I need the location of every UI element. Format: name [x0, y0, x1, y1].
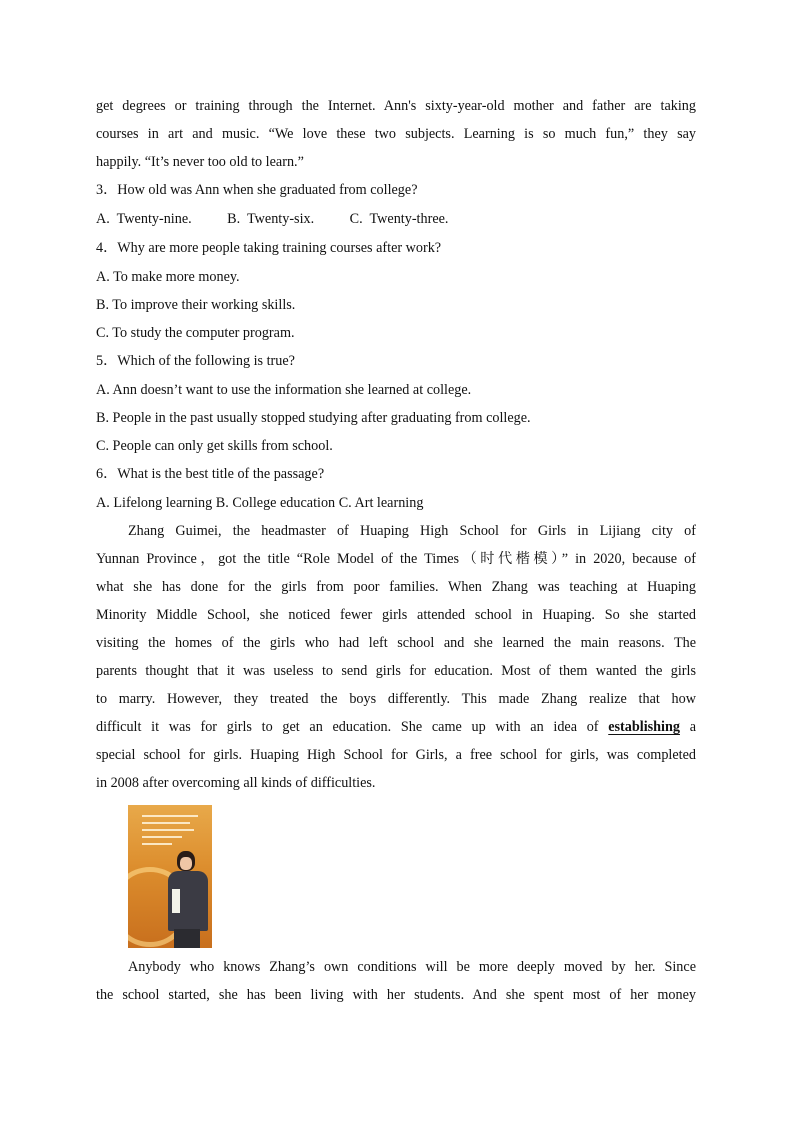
- answer-option: C. To study the computer program.: [96, 325, 295, 341]
- answer-option: C. People can only get skills from school.: [96, 438, 333, 454]
- question-stem: 3．How old was Ann when she graduated from college?: [96, 182, 418, 198]
- held-paper: [172, 889, 180, 913]
- passage-3-line: the school started, she has been living with her students. And she spent most of her money: [96, 987, 696, 1003]
- person-face: [180, 857, 192, 870]
- passage-2-line: visiting the homes of the girls who had left school and she learned the main reasons. The: [96, 635, 696, 651]
- passage-1-line: get degrees or training through the Internet. Ann's sixty-year-old mother and father are taking: [96, 98, 696, 114]
- passage-2-line: Minority Middle School, she noticed fewer girls attended school in Huaping. So she started: [96, 607, 696, 623]
- passage-2-line: Zhang Guimei, the headmaster of Huaping High School for Girls in Lijiang city of: [128, 523, 696, 539]
- question-6: [96, 460, 696, 517]
- passage-1-line: courses in art and music. “We love these two subjects. Learning is so much fun,” they say: [96, 126, 696, 142]
- passage-2-line: Yunnan Province，got the title “Role Model of the Times（时代楷模）” in 2020, because of: [96, 551, 696, 567]
- question-4: [96, 234, 696, 347]
- passage-2-line: parents thought that it was useless to send girls for education. Most of them wanted the girls: [96, 663, 696, 679]
- question-3: [96, 176, 696, 234]
- passage-2-line: what she has done for the girls from poor families. When Zhang was teaching at Huaping: [96, 579, 696, 595]
- passage-3-line: Anybody who knows Zhang’s own conditions will be more deeply moved by her. Since: [128, 959, 696, 975]
- answer-option: B. People in the past usually stopped studying after graduating from college.: [96, 410, 531, 426]
- passage-2-line: in 2008 after overcoming all kinds of difficulties.: [96, 775, 376, 791]
- passage-2: [96, 517, 696, 797]
- passage-3: [96, 953, 696, 1009]
- question-stem: 4．Why are more people taking training courses after work?: [96, 240, 442, 256]
- answer-option: A. To make more money.: [96, 269, 240, 285]
- document-page: [96, 92, 696, 797]
- passage-2-line: special school for girls. Huaping High School for Girls, a free school for girls, was completed: [96, 747, 696, 763]
- answer-options: A. Twenty-nine. B. Twenty-six. C. Twenty-three.: [96, 211, 449, 227]
- headmaster-photo: [128, 805, 212, 948]
- emphasized-word: establishing: [608, 719, 680, 735]
- photo-caption-lines: [142, 815, 198, 850]
- answer-options: A. Lifelong learning B. College education C. Art learning: [96, 495, 424, 511]
- person-legs: [174, 929, 200, 948]
- answer-option: B. To improve their working skills.: [96, 297, 296, 313]
- question-stem: 5．Which of the following is true?: [96, 353, 295, 369]
- passage-1-line: happily. “It’s never too old to learn.”: [96, 154, 304, 170]
- question-stem: 6．What is the best title of the passage?: [96, 466, 325, 482]
- passage-2-line: to marry. However, they treated the boys differently. This made Zhang realize that how: [96, 691, 696, 707]
- passage-2-line: [96, 713, 696, 741]
- passage-2-text: difficult it was for girls to get an education. She came up with an idea of: [96, 719, 609, 735]
- passage-1: [96, 92, 696, 176]
- question-5: [96, 347, 696, 460]
- passage-2-text: a: [689, 719, 696, 735]
- answer-option: A. Ann doesn’t want to use the information she learned at college.: [96, 382, 472, 398]
